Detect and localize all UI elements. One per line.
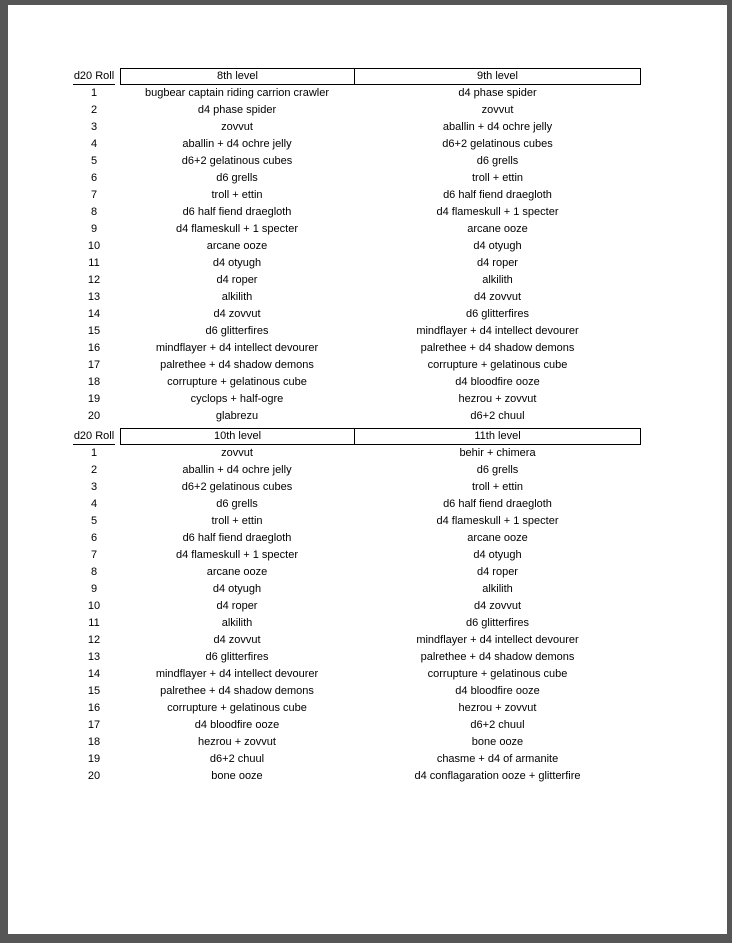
roll-number: 19 xyxy=(87,753,101,765)
roll-number: 20 xyxy=(87,410,101,422)
encounter-cell: aballin + d4 ochre jelly xyxy=(182,464,292,476)
level-header-box xyxy=(120,68,641,85)
encounter-cell: d4 zovvut xyxy=(473,291,522,303)
encounter-cell: d6 glitterfires xyxy=(205,325,269,337)
roll-number: 7 xyxy=(90,189,98,201)
table-row xyxy=(68,649,641,666)
table-row xyxy=(68,357,641,374)
encounter-cell: zovvut xyxy=(481,104,514,116)
encounter-cell: arcane ooze xyxy=(206,240,268,252)
table-row xyxy=(68,170,641,187)
roll-column-header xyxy=(68,69,120,85)
roll-number: 4 xyxy=(90,498,98,510)
encounter-cell: corrupture + gelatinous cube xyxy=(427,359,568,371)
encounter-cell: d4 flameskull + 1 specter xyxy=(436,515,559,527)
roll-number: 19 xyxy=(87,393,101,405)
encounter-cell: chasme + d4 of armanite xyxy=(436,753,559,765)
encounter-cell: zovvut xyxy=(221,121,253,133)
table-row xyxy=(68,530,641,547)
roll-number: 17 xyxy=(87,719,101,731)
encounter-cell: mindflayer + d4 intellect devourer xyxy=(416,634,579,646)
encounter-cell: troll + ettin xyxy=(471,172,524,184)
roll-number: 9 xyxy=(90,583,98,595)
encounter-cell: d6 glitterfires xyxy=(205,651,269,663)
encounter-cell: d4 roper xyxy=(477,257,518,269)
roll-number: 12 xyxy=(87,274,101,286)
encounter-cell: d6+2 chuul xyxy=(470,719,525,731)
roll-number: 17 xyxy=(87,359,101,371)
level-column-header-8th: 8th level xyxy=(121,69,355,84)
table-row xyxy=(68,102,641,119)
table-row xyxy=(68,683,641,700)
encounter-cell: corrupture + gelatinous cube xyxy=(427,668,568,680)
table-row xyxy=(68,408,641,425)
encounter-cell: d4 otyugh xyxy=(473,549,522,561)
table-row xyxy=(68,255,641,272)
level-column-header-10th: 10th level xyxy=(121,429,355,444)
roll-number: 13 xyxy=(87,291,101,303)
table-row xyxy=(68,306,641,323)
table-row xyxy=(68,85,641,102)
table-row xyxy=(68,323,641,340)
roll-number: 6 xyxy=(90,532,98,544)
roll-column-header-label: d20 Roll xyxy=(73,429,115,445)
roll-number: 14 xyxy=(87,668,101,680)
encounter-cell: d4 roper xyxy=(477,566,518,578)
table-row xyxy=(68,496,641,513)
encounter-cell: d4 zovvut xyxy=(213,634,261,646)
encounter-cell: d6 half fiend draegloth xyxy=(443,189,552,201)
encounter-cell: d4 bloodfire ooze xyxy=(455,376,540,388)
encounter-cell: hezrou + zovvut xyxy=(198,736,276,748)
roll-column-header xyxy=(68,429,120,445)
table-row xyxy=(68,479,641,496)
table-row xyxy=(68,700,641,717)
encounter-cell: d4 phase spider xyxy=(458,87,537,99)
encounter-cell: bugbear captain riding carrion crawler xyxy=(144,87,330,99)
encounter-cell: behir + chimera xyxy=(459,447,536,459)
encounter-cell: d4 roper xyxy=(216,274,258,286)
roll-number: 8 xyxy=(90,566,98,578)
roll-number: 16 xyxy=(87,702,101,714)
table-row xyxy=(68,547,641,564)
table-row xyxy=(68,462,641,479)
roll-number: 10 xyxy=(87,600,101,612)
encounter-cell: d6+2 gelatinous cubes xyxy=(181,155,293,167)
roll-number: 13 xyxy=(87,651,101,663)
encounter-cell: glabrezu xyxy=(215,410,259,422)
encounter-cell: d4 otyugh xyxy=(212,583,262,595)
encounter-cell: d6 half fiend draegloth xyxy=(182,206,292,218)
encounter-cell: alkilith xyxy=(221,291,253,303)
table-row xyxy=(68,221,641,238)
encounter-cell: d4 phase spider xyxy=(197,104,277,116)
roll-number: 15 xyxy=(87,685,101,697)
encounter-cell: d4 zovvut xyxy=(473,600,522,612)
roll-number: 3 xyxy=(90,121,98,133)
encounter-cell: arcane ooze xyxy=(467,223,528,235)
encounter-cell: alkilith xyxy=(482,274,513,286)
table-row xyxy=(68,513,641,530)
encounter-cell: d4 otyugh xyxy=(473,240,522,252)
table-header-row xyxy=(68,428,641,445)
encounter-cell: corrupture + gelatinous cube xyxy=(167,376,307,388)
encounter-cell: d4 conflagaration ooze + glitterfire xyxy=(414,770,581,782)
roll-number: 7 xyxy=(90,549,98,561)
encounter-cell: d4 zovvut xyxy=(213,308,261,320)
table-row xyxy=(68,187,641,204)
table-row xyxy=(68,289,641,306)
encounter-cell: bone ooze xyxy=(471,736,524,748)
table-row xyxy=(68,751,641,768)
table-row xyxy=(68,615,641,632)
encounter-cell: d6 glitterfires xyxy=(466,617,529,629)
encounter-cell: corrupture + gelatinous cube xyxy=(167,702,307,714)
level-column-header-11th: 11th level xyxy=(474,430,521,442)
encounter-cell: d4 otyugh xyxy=(212,257,262,269)
roll-number: 5 xyxy=(90,155,98,167)
encounter-cell: d4 flameskull + 1 specter xyxy=(176,223,298,235)
roll-number: 3 xyxy=(90,481,98,493)
encounter-cell: hezrou + zovvut xyxy=(458,702,537,714)
roll-number: 9 xyxy=(90,223,98,235)
encounter-cell: troll + ettin xyxy=(471,481,524,493)
table-row xyxy=(68,564,641,581)
roll-number: 5 xyxy=(90,515,98,527)
table-row xyxy=(68,272,641,289)
encounter-cell: palrethee + d4 shadow demons xyxy=(160,359,314,371)
encounter-cell: troll + ettin xyxy=(211,515,263,527)
encounter-cell: palrethee + d4 shadow demons xyxy=(420,342,575,354)
encounter-cell: hezrou + zovvut xyxy=(458,393,537,405)
roll-number: 12 xyxy=(87,634,101,646)
roll-number: 1 xyxy=(90,447,98,459)
encounter-cell: alkilith xyxy=(482,583,513,595)
table-row xyxy=(68,238,641,255)
encounter-cell: d6+2 gelatinous cubes xyxy=(442,138,553,150)
table-row xyxy=(68,717,641,734)
encounter-cell: palrethee + d4 shadow demons xyxy=(420,651,575,663)
roll-number: 4 xyxy=(90,138,98,150)
encounter-cell: d4 flameskull + 1 specter xyxy=(176,549,298,561)
roll-number: 8 xyxy=(90,206,98,218)
encounter-cell: d4 flameskull + 1 specter xyxy=(436,206,559,218)
encounter-cell: d6 grells xyxy=(216,172,258,184)
table-row xyxy=(68,340,641,357)
encounter-cell: palrethee + d4 shadow demons xyxy=(160,685,314,697)
encounter-cell: aballin + d4 ochre jelly xyxy=(182,138,292,150)
encounter-cell: d4 bloodfire ooze xyxy=(455,685,540,697)
roll-number: 10 xyxy=(87,240,101,252)
encounter-cell: aballin + d4 ochre jelly xyxy=(442,121,553,133)
level-header-box xyxy=(120,428,641,445)
roll-number: 16 xyxy=(87,342,101,354)
roll-number: 2 xyxy=(90,464,98,476)
roll-number: 2 xyxy=(90,104,98,116)
table-row xyxy=(68,445,641,462)
roll-number: 18 xyxy=(87,376,101,388)
level-column-header-9th: 9th level xyxy=(477,70,518,82)
roll-number: 15 xyxy=(87,325,101,337)
encounter-cell: arcane ooze xyxy=(206,566,268,578)
table-row xyxy=(68,391,641,408)
roll-number: 6 xyxy=(90,172,98,184)
encounter-cell: d6+2 chuul xyxy=(209,753,265,765)
document-page xyxy=(8,5,727,934)
roll-number: 11 xyxy=(88,617,100,629)
encounter-cell: arcane ooze xyxy=(467,532,528,544)
table-row xyxy=(68,632,641,649)
table-row xyxy=(68,136,641,153)
roll-number: 14 xyxy=(87,308,101,320)
table-row xyxy=(68,153,641,170)
table-row xyxy=(68,666,641,683)
encounter-cell: d4 roper xyxy=(216,600,258,612)
encounter-cell: d6+2 gelatinous cubes xyxy=(181,481,293,493)
table-row xyxy=(68,204,641,221)
encounter-cell: mindflayer + d4 intellect devourer xyxy=(155,342,319,354)
encounter-cell: mindflayer + d4 intellect devourer xyxy=(416,325,579,337)
encounter-cell: zovvut xyxy=(221,447,253,459)
table-header-row xyxy=(68,68,641,85)
encounter-table-levels-8-9 xyxy=(68,68,641,425)
encounter-cell: alkilith xyxy=(221,617,253,629)
encounter-cell: d6 glitterfires xyxy=(466,308,529,320)
encounter-cell: bone ooze xyxy=(211,770,263,782)
roll-number: 20 xyxy=(87,770,101,782)
encounter-cell: d6+2 chuul xyxy=(470,410,525,422)
encounter-cell: d6 half fiend draegloth xyxy=(443,498,552,510)
table-body xyxy=(68,85,641,425)
page-content xyxy=(68,68,641,785)
roll-number: 1 xyxy=(90,87,98,99)
encounter-table-levels-10-11 xyxy=(68,428,641,785)
encounter-cell: d6 half fiend draegloth xyxy=(182,532,292,544)
roll-number: 11 xyxy=(88,257,100,269)
encounter-cell: cyclops + half-ogre xyxy=(190,393,284,405)
table-row xyxy=(68,581,641,598)
roll-column-header-label: d20 Roll xyxy=(73,69,115,85)
table-row xyxy=(68,374,641,391)
table-row xyxy=(68,119,641,136)
encounter-cell: d6 grells xyxy=(476,464,519,476)
encounter-cell: d6 grells xyxy=(476,155,519,167)
encounter-cell: d6 grells xyxy=(216,498,258,510)
roll-number: 18 xyxy=(87,736,101,748)
table-body xyxy=(68,445,641,785)
table-row xyxy=(68,734,641,751)
table-row xyxy=(68,598,641,615)
encounter-cell: troll + ettin xyxy=(211,189,263,201)
encounter-cell: mindflayer + d4 intellect devourer xyxy=(155,668,319,680)
table-row xyxy=(68,768,641,785)
encounter-cell: d4 bloodfire ooze xyxy=(194,719,280,731)
